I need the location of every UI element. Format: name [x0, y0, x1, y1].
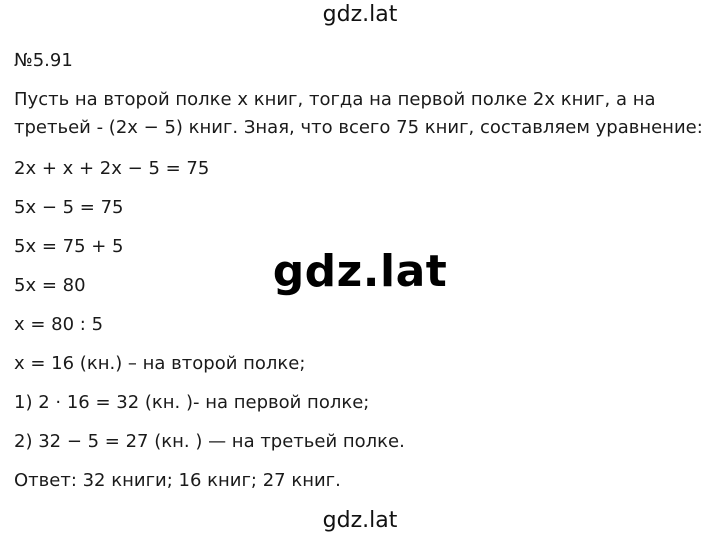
equation-step-6: x = 16 (кн.) – на второй полке; — [14, 353, 306, 374]
equation-step-4: 5x = 80 — [14, 275, 86, 296]
watermark-bottom: gdz.lat — [322, 508, 398, 533]
equation-step-3: 5x = 75 + 5 — [14, 236, 124, 257]
watermark-top: gdz.lat — [322, 2, 398, 27]
equation-step-8: 2) 32 − 5 = 27 (кн. ) — на третьей полке. — [14, 431, 405, 452]
equation-step-7: 1) 2 · 16 = 32 (кн. )- на первой полке; — [14, 392, 370, 413]
intro-line-2: третьей - (2x − 5) книг. Зная, что всего 75 книг, составляем уравнение: — [14, 117, 703, 138]
equation-step-1: 2x + x + 2x − 5 = 75 — [14, 158, 210, 179]
equation-step-5: x = 80 : 5 — [14, 314, 104, 335]
watermark-center: gdz.lat — [272, 246, 448, 297]
answer-line: Ответ: 32 книги; 16 книг; 27 книг. — [14, 470, 341, 491]
intro-line-1: Пусть на второй полке x книг, тогда на первой полке 2x книг, а на — [14, 89, 656, 110]
equation-step-2: 5x − 5 = 75 — [14, 197, 124, 218]
problem-number: №5.91 — [14, 50, 73, 71]
problem-intro — [14, 86, 714, 142]
